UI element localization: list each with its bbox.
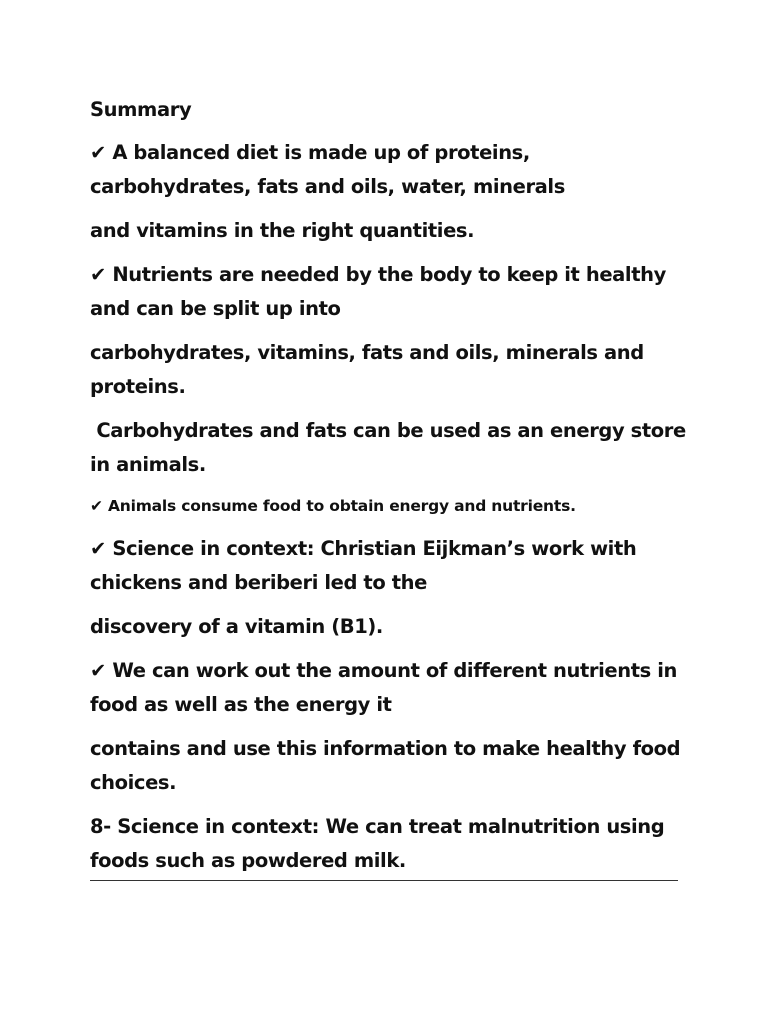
paragraph-eijkman-cont bbox=[90, 610, 680, 644]
text-line: food as well as the energy it bbox=[90, 693, 392, 716]
text-line-small: ✔ Animals consume food to obtain energy and nutrients. bbox=[90, 497, 576, 515]
text-line: choices. bbox=[90, 771, 177, 794]
summary-heading: Summary bbox=[90, 98, 192, 121]
paragraph-balanced-diet bbox=[90, 136, 680, 204]
text-line: and vitamins in the right quantities. bbox=[90, 219, 475, 242]
text-line: contains and use this information to make healthy food bbox=[90, 737, 681, 760]
text-line: and can be split up into bbox=[90, 297, 341, 320]
paragraph-balanced-diet-cont bbox=[90, 214, 680, 248]
paragraph-nutrients bbox=[90, 258, 680, 326]
text-line: ✔ Science in context: Christian Eijkman’s work with bbox=[90, 537, 637, 560]
text-line: ✔ Nutrients are needed by the body to keep it healthy bbox=[90, 263, 666, 286]
text-line: carbohydrates, fats and oils, water, minerals bbox=[90, 175, 565, 198]
text-line: discovery of a vitamin (B1). bbox=[90, 615, 383, 638]
horizontal-rule bbox=[90, 880, 678, 881]
text-line: chickens and beriberi led to the bbox=[90, 571, 427, 594]
text-line: ✔ A balanced diet is made up of proteins, bbox=[90, 141, 530, 164]
text-line: in animals. bbox=[90, 453, 206, 476]
text-line: Carbohydrates and fats can be used as an energy store bbox=[90, 419, 686, 442]
text-line: ✔ We can work out the amount of different nutrients in bbox=[90, 659, 678, 682]
paragraph-nutrients-cont bbox=[90, 336, 680, 404]
summary-content bbox=[90, 94, 686, 881]
paragraph-eijkman bbox=[90, 532, 680, 600]
text-line: proteins. bbox=[90, 375, 186, 398]
paragraph-malnutrition bbox=[90, 810, 680, 878]
text-line: 8- Science in context: We can treat malnutrition using bbox=[90, 815, 665, 838]
paragraph-nutrient-amount-cont bbox=[90, 732, 680, 800]
text-line: carbohydrates, vitamins, fats and oils, minerals and bbox=[90, 341, 644, 364]
text-line: foods such as powdered milk. bbox=[90, 849, 406, 872]
paragraph-nutrient-amount bbox=[90, 654, 680, 722]
paragraph-energy-store bbox=[90, 414, 686, 482]
